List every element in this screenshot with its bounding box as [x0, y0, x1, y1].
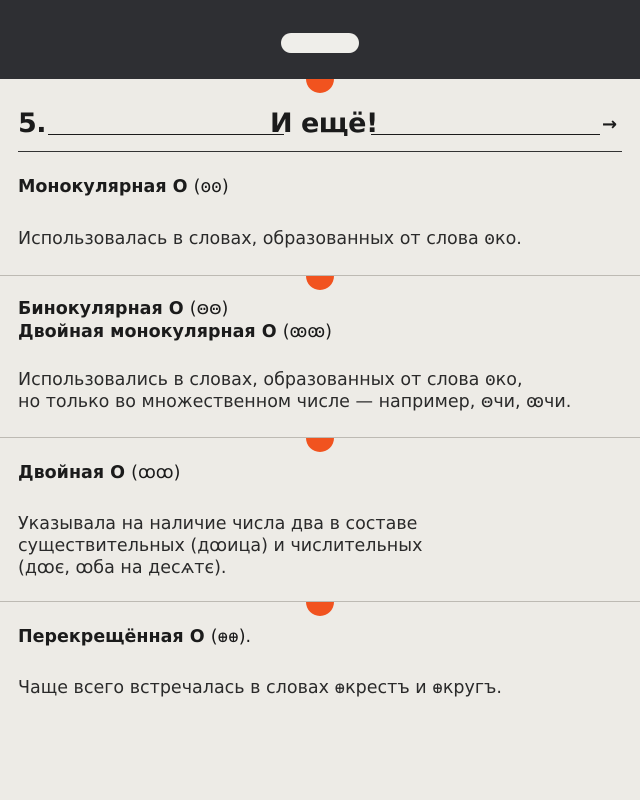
section-binocular-o: [18, 298, 622, 413]
section-double-o: [18, 462, 622, 579]
section-body: [18, 369, 622, 413]
letter-glyphs: (ꙭꙭ): [282, 322, 332, 342]
letter-glyphs: (ꙫꙫ): [189, 299, 229, 319]
section-crossed-o: [18, 626, 622, 699]
body-line: (дꚙє, ꚙба на десѧтє).: [18, 558, 227, 578]
section-heading: [18, 462, 622, 485]
header-line: [48, 134, 284, 135]
section-heading: [18, 298, 622, 344]
letter-name: Бинокулярная О: [18, 299, 184, 319]
hanger-slot: [281, 33, 359, 53]
letter-glyphs: (ꚙꚙ): [131, 463, 181, 483]
letter-name: Двойная монокулярная О: [18, 322, 277, 342]
page-title: И ещё!: [270, 108, 378, 139]
letter-glyphs: (ꚛꚛ).: [210, 627, 252, 647]
letter-name: Перекрещённая О: [18, 627, 205, 647]
letter-name: Монокулярная О: [18, 177, 188, 197]
arrow-right-icon: →: [602, 114, 618, 135]
body-line: существительных (дꚙица) и числительных: [18, 536, 423, 556]
section-monocular-o: [18, 176, 622, 250]
section-heading: [18, 626, 622, 649]
top-bar: [0, 0, 640, 79]
letter-name: Двойная О: [18, 463, 126, 483]
section-heading: [18, 176, 622, 199]
pin-decoration: [306, 79, 334, 93]
pin-decoration: [306, 276, 334, 290]
body-line: Чаще всего встречалась в словах ꚛкрестъ и ꚛкругъ.: [18, 678, 502, 698]
header-rule: [18, 151, 622, 152]
page-header: [18, 108, 622, 142]
body-line: Использовалась в словах, образованных от слова ꙩко.: [18, 229, 522, 249]
body-line: но только во множественном числе — например, ꙫчи, ꙭчи.: [18, 392, 572, 412]
letter-glyphs: (ꙩꙩ): [193, 177, 229, 197]
pin-decoration: [306, 438, 334, 452]
section-body: [18, 228, 622, 250]
page-number: 5.: [18, 108, 47, 139]
pin-decoration: [306, 602, 334, 616]
section-body: [18, 677, 622, 699]
body-line: Использовались в словах, образованных от слова ꙩко,: [18, 370, 523, 390]
section-body: [18, 513, 622, 579]
body-line: Указывала на наличие числа два в составе: [18, 514, 418, 534]
header-line: [371, 134, 600, 135]
